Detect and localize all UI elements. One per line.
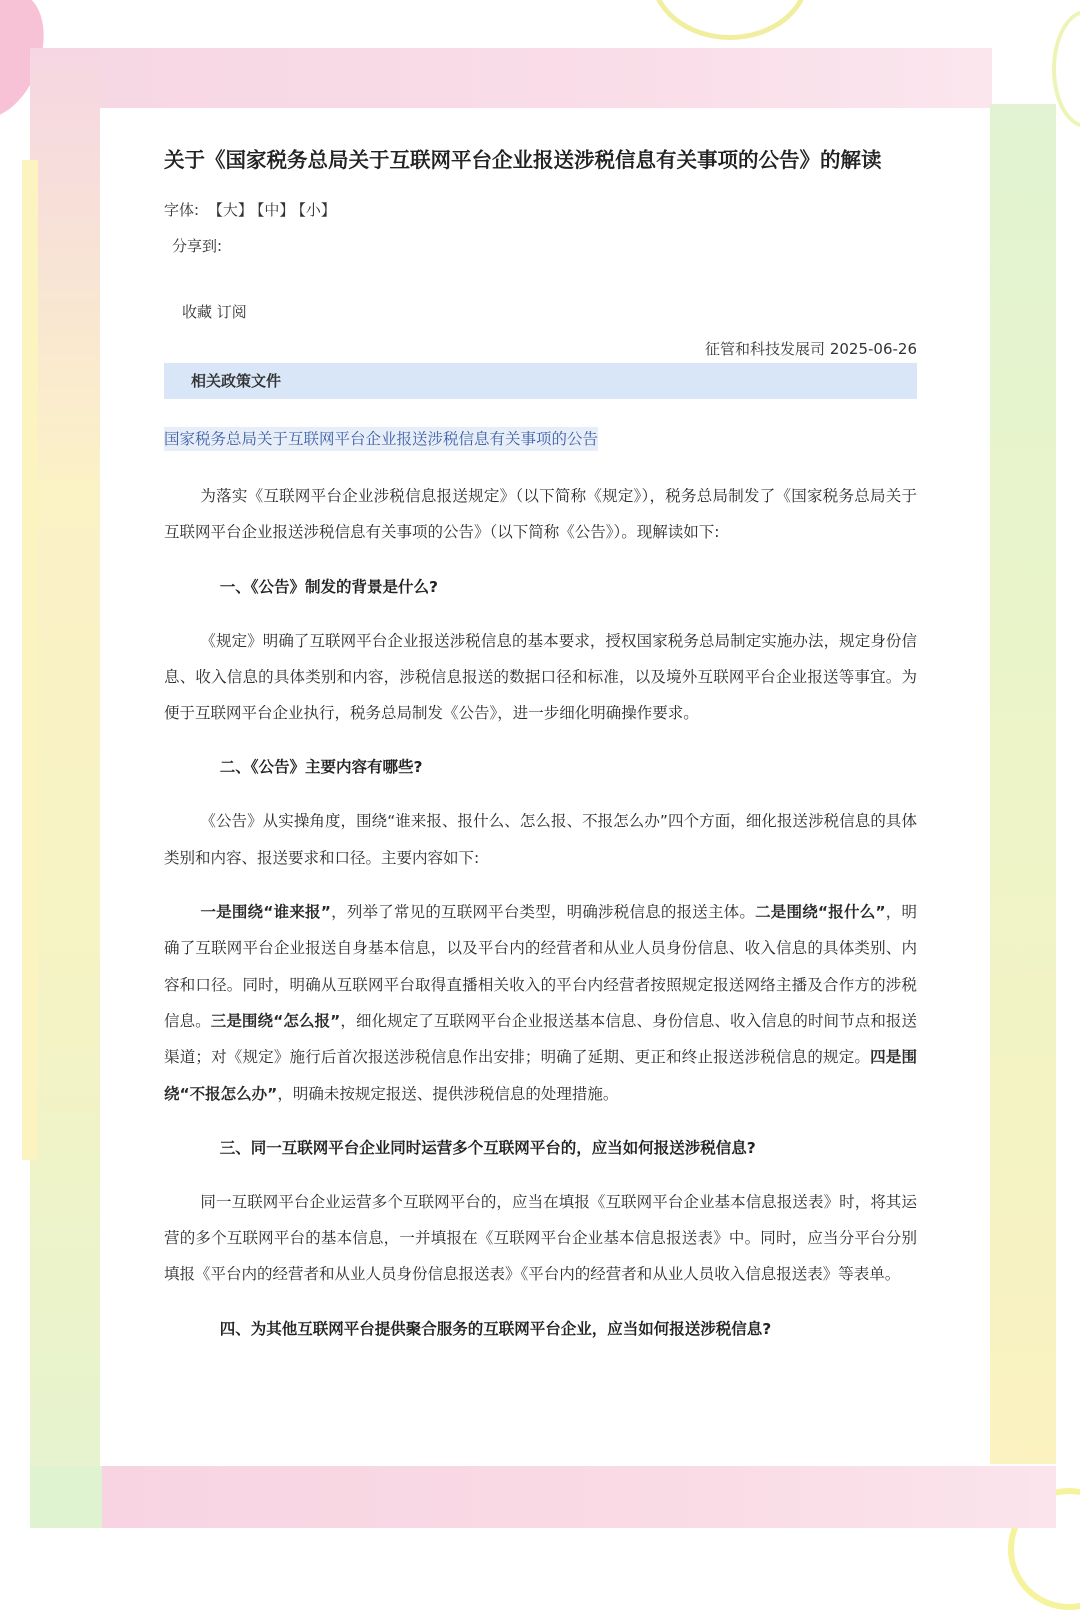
frame-bottom-left-corner <box>30 1466 102 1528</box>
font-size-selector <box>164 198 340 222</box>
frame-left-accent <box>22 160 38 1160</box>
font-size-large-button[interactable]: 【大】 <box>207 201 253 219</box>
article-body <box>164 478 917 1365</box>
point-4-label: 四是围绕“不报怎么办” <box>164 1048 917 1103</box>
favorite-subscribe-row <box>182 300 247 324</box>
share-label: 分享到: <box>172 237 223 255</box>
subscribe-button[interactable]: 订阅 <box>216 303 247 321</box>
point-2-text: ，明确了互联网平台企业报送自身基本信息，以及平台内的经营者和从业人员身份信息、收入信息的具体类别、内容和口径。同时，明确从互联网平台取得直播相关收入的平台内经营者按照规定报送网络主播及合作方的涉税信息。 <box>164 903 917 1030</box>
section-heading-4: 四、为其他互联网平台提供聚合服务的互联网平台企业，应当如何报送涉税信息? <box>219 1319 772 1338</box>
point-2-label: 二是围绕“报什么” <box>755 903 886 922</box>
frame-top-band <box>30 48 992 108</box>
frame-bottom-band <box>100 1466 1056 1528</box>
frame-right-band <box>990 104 1056 1464</box>
point-3-text: ，细化规定了互联网平台企业报送基本信息、身份信息、收入信息的时间节点和报送渠道；对《规定》施行后首次报送涉税信息作出安排；明确了延期、更正和终止报送涉税信息的规定。 <box>164 1011 917 1067</box>
related-policy-header <box>164 363 917 399</box>
related-policy-link[interactable]: 国家税务总局关于互联网平台企业报送涉税信息有关事项的公告 <box>164 427 598 451</box>
section-paragraph-4: 同一互联网平台企业运营多个互联网平台的，应当在填报《互联网平台企业基本信息报送表》时，将其运营的多个互联网平台的基本信息，一并填报在《互联网平台企业基本信息报送表》中。同时，应当分平台分别填报《平台内的经营者和从业人员身份信息报送表》《平台内的经营者和从业人员收入信息报送表》等表单。 <box>164 1192 917 1284</box>
source-date: 征管和科技发展司 2025-06-26 <box>705 340 917 358</box>
section-heading-3: 三、同一互联网平台企业同时运营多个互联网平台的，应当如何报送涉税信息? <box>219 1138 756 1157</box>
font-size-label: 字体: <box>164 201 200 219</box>
related-policy-title: 相关政策文件 <box>191 372 282 390</box>
intro-paragraph: 为落实《互联网平台企业涉税信息报送规定》（以下简称《规定》），税务总局制发了《国家税务总局关于互联网平台企业报送涉税信息有关事项的公告》（以下简称《公告》）。现解读如下: <box>164 487 917 542</box>
decor-right-arc <box>1052 10 1080 128</box>
section-heading-2: 二、《公告》主要内容有哪些? <box>219 758 423 777</box>
point-4-text: ，明确未按规定报送、提供涉税信息的处理措施。 <box>277 1084 619 1103</box>
share-row <box>172 234 222 258</box>
article-content <box>164 140 917 1338</box>
frame-left-band <box>30 48 102 1528</box>
section-paragraph-2: 《公告》从实操角度，围绕“谁来报、报什么、怎么报、不报怎么办”四个方面，细化报送涉税信息的具体类别和内容、报送要求和口径。主要内容如下: <box>164 812 917 867</box>
font-size-medium-button[interactable]: 【中】 <box>256 201 295 219</box>
favorite-button[interactable]: 收藏 <box>182 303 213 321</box>
point-1-label: 一是围绕“谁来报” <box>200 903 331 922</box>
font-size-small-button[interactable]: 【小】 <box>298 201 336 219</box>
section-paragraph-3 <box>164 894 917 1112</box>
article-title: 关于《国家税务总局关于互联网平台企业报送涉税信息有关事项的公告》的解读 <box>164 148 882 172</box>
point-1-text: ，列举了常见的互联网平台类型，明确涉税信息的报送主体。 <box>330 903 756 922</box>
point-3-label: 三是围绕“怎么报” <box>210 1011 341 1030</box>
section-heading-1: 一、《公告》制发的背景是什么? <box>219 577 439 596</box>
section-paragraph-1: 《规定》明确了互联网平台企业报送涉税信息的基本要求，授权国家税务总局制定实施办法，规定身份信息、收入信息的具体类别和内容，涉税信息报送的数据口径和标准，以及境外互联网平台企业报送等事宜。为便于互联网平台企业执行，税务总局制发《公告》，进一步细化明确操作要求。 <box>164 631 917 723</box>
decor-yellow-arc <box>650 0 810 40</box>
